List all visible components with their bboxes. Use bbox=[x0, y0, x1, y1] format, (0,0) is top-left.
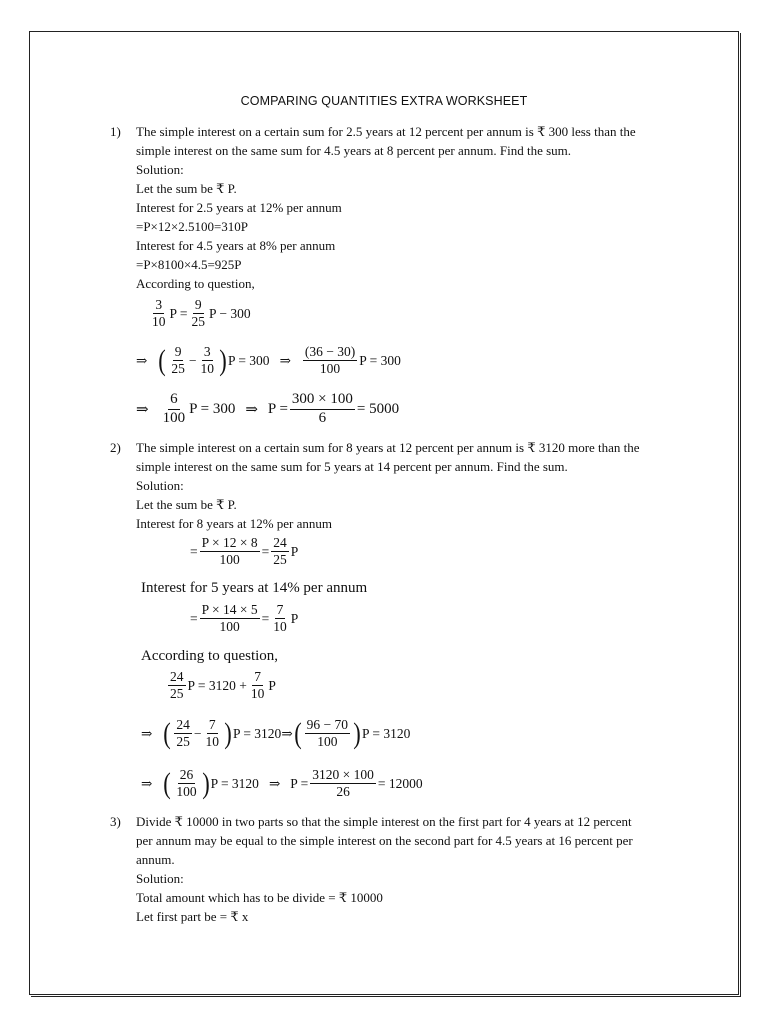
fraction: $\frac{24}{25}$ bbox=[170, 669, 184, 702]
q1-line: Interest for 2.5 years at 12% per annum bbox=[136, 200, 342, 215]
q1-line: =P×8100×4.5=925P bbox=[136, 257, 242, 272]
fraction: $\frac{3120 \times 100}{26}$ bbox=[312, 767, 374, 800]
q2-line: The simple interest on a certain sum for 8 years at 12 percent per annum is ₹ 3120 more than the bbox=[136, 440, 640, 455]
question-2-number: 2) bbox=[110, 440, 121, 455]
q1-equation-2: ⇒ ( $\frac{9}{25}$ − $\frac{3}{10}$ ) P = 300 ⇒ $\frac{(36 - 30)}{100}$ P = 300 bbox=[136, 343, 401, 377]
q3-line: Solution: bbox=[136, 871, 184, 886]
fraction: $\frac{7}{10}$ bbox=[205, 717, 219, 750]
fraction: $\frac{3}{10}$ bbox=[152, 297, 166, 330]
q2-equation-3: $\frac{24}{25}$ P = 3120 + $\frac{7}{10}$ P bbox=[170, 669, 276, 702]
fraction: $\frac{9}{25}$ bbox=[171, 344, 185, 377]
q2-line: Solution: bbox=[136, 478, 184, 493]
q1-line: According to question, bbox=[136, 276, 255, 291]
fraction: $\frac{6}{100}$ bbox=[162, 391, 186, 426]
worksheet-title: COMPARING QUANTITIES EXTRA WORKSHEET bbox=[240, 94, 528, 108]
q1-equation-1: $\frac{3}{10}$ P = $\frac{9}{25}$ P − 300 bbox=[152, 297, 251, 330]
q3-line: Let first part be = ₹ x bbox=[136, 909, 249, 924]
q3-line: annum. bbox=[136, 852, 175, 867]
fraction: $\frac{9}{25}$ bbox=[191, 297, 205, 330]
q2-heading-interest: Interest for 5 years at 14% per annum bbox=[141, 580, 368, 596]
fraction: $\frac{7}{10}$ bbox=[273, 602, 287, 635]
fraction: $\frac{24}{25}$ bbox=[273, 535, 287, 568]
fraction: $\frac{300 \times 100}{6}$ bbox=[291, 391, 353, 426]
question-3-number: 3) bbox=[110, 814, 121, 829]
q1-line: Solution: bbox=[136, 162, 184, 177]
fraction: $\frac{26}{100}$ bbox=[176, 767, 197, 800]
question-1-number: 1) bbox=[110, 124, 121, 139]
q2-equation-4: ⇒ ( $\frac{24}{25}$ − $\frac{7}{10}$ ) P = 3120 ⇒ ( $\frac{96 - 70}{100}$ ) P = 3120 bbox=[141, 716, 411, 750]
q2-line: Interest for 8 years at 12% per annum bbox=[136, 516, 333, 531]
q2-equation-1: = $\frac{P \times 12 \times 8}{100}$ = $\frac{24}{25}$ P bbox=[190, 535, 299, 568]
fraction: $\frac{P \times 14 \times 5}{100}$ bbox=[201, 602, 258, 635]
fraction: $\frac{3}{10}$ bbox=[200, 344, 214, 377]
fraction: $\frac{7}{10}$ bbox=[250, 669, 265, 702]
q2-equation-2: = $\frac{P \times 14 \times 5}{100}$ = $\frac{7}{10}$ P bbox=[190, 602, 299, 635]
fraction: $\frac{96 - 70}{100}$ bbox=[306, 717, 348, 750]
q3-line: per annum may be equal to the simple interest on the second part for 4.5 years at 16 percent per bbox=[136, 833, 633, 848]
q2-heading-according: According to question, bbox=[141, 648, 279, 664]
q1-line: =P×12×2.5100=310P bbox=[136, 219, 249, 234]
q1-line: The simple interest on a certain sum for 2.5 years at 12 percent per annum is ₹ 300 less than the bbox=[136, 124, 636, 139]
q2-equation-5: ⇒ ( $\frac{26}{100}$ ) P = 3120 ⇒ P = $\frac{3120 \times 100}{26}$ = 12000 bbox=[141, 766, 423, 800]
fraction: $\frac{24}{25}$ bbox=[176, 717, 190, 750]
fraction: $\frac{P \times 12 \times 8}{100}$ bbox=[201, 535, 258, 568]
q1-line: Let the sum be ₹ P. bbox=[136, 181, 237, 196]
q1-line: Interest for 4.5 years at 8% per annum bbox=[136, 238, 336, 253]
q1-equation-3: ⇒ $\frac{6}{100}$ P = 300 ⇒ P = $\frac{300 \times 100}{6}$ = 5000 bbox=[136, 391, 400, 426]
q2-line: Let the sum be ₹ P. bbox=[136, 497, 237, 512]
q2-line: simple interest on the same sum for 5 years at 14 percent per annum. Find the sum. bbox=[136, 459, 568, 474]
q3-line: Divide ₹ 10000 in two parts so that the simple interest on the first part for 4 years at 12 percent bbox=[136, 814, 632, 829]
q3-line: Total amount which has to be divide = ₹ 10000 bbox=[136, 890, 383, 905]
fraction: $\frac{(36 - 30)}{100}$ bbox=[304, 344, 356, 377]
q1-line: simple interest on the same sum for 4.5 years at 8 percent per annum. Find the sum. bbox=[136, 143, 572, 158]
